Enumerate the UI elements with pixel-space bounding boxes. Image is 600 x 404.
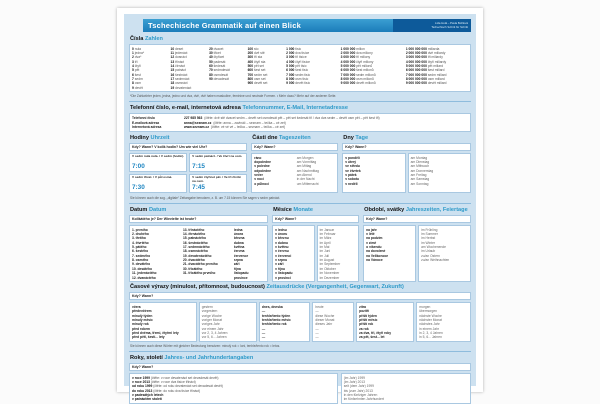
- list-item: zítra: [359, 304, 366, 309]
- list-item: zu/an Ostern: [421, 253, 440, 258]
- list-item: v poledne: [254, 164, 270, 169]
- list-item: ledna: [233, 227, 243, 232]
- list-item: července: [233, 253, 249, 258]
- list-item: 11 jedenáct: [170, 50, 188, 55]
- timeexpr-col-future-de: [416, 302, 471, 342]
- list-item: 6 000 000 šest milionů: [340, 68, 374, 73]
- list-item: im November: [319, 271, 340, 276]
- list-item: 19 devatenáct: [170, 85, 192, 90]
- page-title: Tschechische Grammatik auf einen Blick: [143, 19, 393, 32]
- list-item: v noci: [254, 177, 264, 182]
- list-item: 4. čtvrtého: [132, 240, 149, 245]
- list-item: 17. sedmnáctého: [182, 245, 210, 250]
- list-item: —: [315, 326, 319, 331]
- list-item: 31. třicátého prvního: [182, 271, 216, 276]
- list-item: im März: [319, 236, 332, 241]
- list-item: seit (dem Jahr) 1999: [343, 384, 374, 389]
- section-heading-numbers: Čísla Zahlen: [130, 36, 163, 42]
- list-item: 4 000 000 000 čtyři miliardy: [405, 59, 447, 64]
- list-item: gestern: [201, 304, 213, 309]
- list-item: 8. osmého: [132, 258, 149, 263]
- section-heading-time-expressions: Časové výrazy (minulost, přítomnost, budoucnost) Zeitausdrücke (Vergangenheit, Gegenwart, Zukunft): [130, 284, 404, 291]
- list-item: 16. šestnáctého: [182, 240, 208, 245]
- list-item: listopadu: [233, 271, 249, 276]
- list-item: předevčírem: [132, 309, 152, 314]
- hours-question-bar: Kdy? Wann? V kolik hodin? Um wie viel Uhr?: [129, 143, 247, 151]
- list-item: 9 000 000 devět milionů: [340, 81, 376, 86]
- list-item: dnes, dneska: [261, 304, 283, 309]
- list-item: 19. devatenáctého: [182, 253, 212, 258]
- timeexpr-col-past-de: [199, 302, 257, 342]
- list-item: vor 5, 6... Jahren: [201, 335, 227, 340]
- time-value: 7:30: [132, 184, 145, 192]
- list-item: am Montag: [410, 155, 428, 160]
- date-box: [129, 225, 268, 282]
- numbers-column-4: [286, 47, 338, 90]
- list-item: im Oktober: [319, 266, 336, 271]
- list-item: im Juni: [319, 249, 331, 254]
- time-value: 7:00: [132, 163, 145, 171]
- list-item: 100 sto: [247, 46, 259, 51]
- list-item: na podzim: [366, 236, 383, 241]
- timeexpr-note: Sie können auch diese Wörter mit gleicher Bedeutung benutzen: minulý rok = loni, tenhle/tento rok = letos.: [129, 343, 471, 352]
- years-box-de: [341, 373, 471, 404]
- list-item: 18. osmnáctého: [182, 249, 208, 254]
- list-item: února: [233, 232, 244, 237]
- list-item: 0 nula: [132, 46, 141, 51]
- edition-block: [393, 19, 471, 32]
- list-item: am Sonntag: [410, 181, 429, 186]
- list-item: im Frühling: [421, 227, 438, 232]
- seasons-boxes: [363, 225, 471, 282]
- list-item: v červenci: [275, 253, 292, 258]
- list-item: června: [233, 249, 245, 254]
- section-seasons: Období, svátky Jahreszeiten, Feiertage Kdy? Wann? na jaře v létě na podzim v zimě o víkendu na dovolené na Velikonoce na Vánoce im Frühling im Sommer im Herbst im Winter am Wochenende im Urlaub zu/an Ostern zu/an Weihnachten: [363, 206, 471, 282]
- list-item: tenhle/tento rok: [261, 322, 287, 327]
- list-item: heute: [315, 304, 324, 309]
- list-item: v úterý: [345, 160, 357, 165]
- list-item: —: [261, 330, 266, 335]
- months-box-de: [317, 225, 360, 282]
- list-item: 70 sedmdesát: [209, 68, 230, 73]
- list-item: 8 osm: [132, 81, 141, 86]
- list-item: 7 sedm: [132, 76, 143, 81]
- time-cell: V sedm nula nula. / V sedm (hodin). 7:00: [129, 153, 187, 172]
- edition-line: Tschechisch Schritt für Schritt: [431, 24, 468, 29]
- list-item: 3 000 000 000 tři miliardy: [405, 55, 443, 60]
- daytimes-question-bar: Kdy? Wann?: [251, 143, 338, 151]
- list-item: im Mai: [319, 245, 330, 250]
- list-item: 4 000 čtyři tisíce: [286, 59, 310, 64]
- months-box-cz: [272, 225, 315, 282]
- list-item: im September: [319, 262, 341, 267]
- list-item: 2 000 000 dva miliony: [340, 50, 373, 55]
- list-item: 13. třináctého: [182, 227, 205, 232]
- list-item: am Morgen: [296, 155, 314, 160]
- list-item: v únoru: [275, 232, 288, 237]
- list-item: am Samstag: [410, 177, 430, 182]
- list-item: 5 000 000 pět milionů: [340, 63, 373, 68]
- list-item: 200 dvě stě: [247, 50, 265, 55]
- timeexpr-box: [129, 302, 471, 342]
- list-item: odpoledne: [254, 168, 271, 173]
- list-item: 1 000 000 milion: [340, 46, 365, 51]
- list-item: na jaře: [366, 227, 377, 232]
- list-item: v květnu: [275, 245, 289, 250]
- list-item: v roce 1999 (čtěte: v roce devatenáct set devadesát devět): [132, 375, 219, 380]
- row-hours-daytimes-days: [129, 134, 471, 193]
- list-item: im Winter: [421, 240, 436, 245]
- list-item: in einem Jahr: [419, 326, 439, 331]
- section-months: Měsíce Monate Kdy? Wann? v lednu v únoru v březnu v dubnu v květnu v červnu v červenci v srpnu v září v říjnu v listopadu v prosinci im Januar im Februar im März im April im Mai im Juni im Juli im August im September im Oktober im November im Dezember: [272, 206, 359, 282]
- list-item: v prosinci: [275, 275, 291, 280]
- daytimes-box: [251, 153, 338, 193]
- list-item: am Nachmittag: [296, 168, 319, 173]
- list-item: 2 000 dva tisíce: [286, 50, 310, 55]
- list-item: 60 šedesát: [209, 63, 226, 68]
- list-item: v srpnu: [275, 258, 288, 263]
- timeexpr-question-bar: Kdy? Wann?: [129, 292, 471, 300]
- list-item: 5. pátého: [132, 245, 147, 250]
- list-item: v červnu: [275, 249, 289, 254]
- list-item: 2 000 000 000 dvě miliardy: [405, 50, 446, 55]
- list-item: před pěti, šesti... lety: [132, 335, 165, 340]
- list-item: voriges Jahr: [201, 322, 220, 327]
- hours-grid: [129, 153, 247, 193]
- list-item: na Velikonoce: [366, 253, 389, 258]
- list-item: im fünfzehnten Jahrhundert: [343, 397, 384, 402]
- numbers-column-3: [248, 47, 284, 90]
- timeexpr-col-future-cz: [356, 302, 414, 342]
- sheet-panel: [124, 14, 476, 402]
- list-item: 1 000 000 000 miliarda: [405, 46, 440, 51]
- list-item: března: [233, 236, 245, 241]
- list-item: příští měsíc: [359, 317, 378, 322]
- list-item: o víkendu: [366, 245, 382, 250]
- list-item: o půlnoci: [254, 181, 269, 186]
- list-item: 18 osmnáct: [170, 81, 188, 86]
- list-item: —: [261, 309, 266, 314]
- list-item: do roku 2013 (čtěte: do roku dva tisíce třináct): [132, 388, 201, 393]
- list-item: v létě: [366, 232, 375, 237]
- phone-box: [129, 113, 471, 132]
- list-item: voriger Monat: [201, 317, 222, 322]
- list-item: im Herbst: [421, 236, 436, 241]
- list-item: 1 000 tisíc: [286, 46, 302, 51]
- list-item: minulý měsíc: [132, 317, 153, 322]
- list-item: —: [315, 330, 319, 335]
- list-item: května: [233, 245, 245, 250]
- months-boxes: [272, 225, 359, 282]
- numbers-column-5: [341, 47, 403, 90]
- list-item: 6. šestého: [132, 249, 149, 254]
- section-daytimes: Části dne Tageszeiten Kdy? Wann? ráno dopoledne v poledne odpoledne večer v noci o půlnoci am Morgen am Vormittag am Mittag am Nachmittag am Abend in der Nacht um Mitternacht: [251, 134, 338, 193]
- time-cell: V sedm čtyřicet pět. / Ve tři čtvrtě na osm. 7:45: [189, 174, 247, 193]
- list-item: 80 osmdesát: [209, 72, 228, 77]
- list-item: 6 000 šest tisíc: [286, 68, 309, 73]
- numbers-box: [129, 44, 471, 92]
- seasons-box-de: [418, 225, 471, 282]
- list-item: 8 000 000 000 osm miliard: [405, 76, 445, 81]
- grammar-sheet: [117, 8, 483, 402]
- list-item: 30 třicet: [209, 50, 221, 55]
- list-item: dieses Jahr: [315, 322, 333, 327]
- list-item: v září: [275, 262, 284, 267]
- list-item: 300 tři sta: [247, 55, 263, 60]
- list-item: in den fünfziger Jahren: [343, 392, 378, 397]
- list-item: 9 devět: [132, 85, 143, 90]
- list-item: 6 šest: [132, 72, 141, 77]
- list-item: dieser Monat: [315, 317, 335, 322]
- list-item: pozítří: [359, 309, 370, 314]
- list-item: 1. prvního: [132, 227, 148, 232]
- list-item: 15 patnáct: [170, 68, 186, 73]
- list-item: 3 000 tři tisíce: [286, 55, 307, 60]
- time-value: 7:15: [192, 163, 205, 171]
- list-item: am Vormittag: [296, 160, 317, 165]
- list-item: 900 devět set: [247, 81, 268, 86]
- list-item: vorgestern: [201, 309, 218, 314]
- months-question-bar: Kdy? Wann?: [272, 215, 359, 223]
- list-item: ve čtvrtek: [345, 168, 361, 173]
- list-item: 500 pět set: [247, 63, 264, 68]
- list-item: 400 čtyři sta: [247, 59, 266, 64]
- section-days: Dny Tage Kdy? Wann? v pondělí v úterý ve středu ve čtvrtek v pátek v sobotu v neděli am Montag am Dienstag am Mittwoch am Donnerstag am Freitag am Samstag am Sonntag: [342, 134, 471, 193]
- list-item: 2 dva*: [132, 55, 142, 60]
- seasons-box-cz: [363, 225, 416, 282]
- list-item: ráno: [254, 155, 262, 160]
- years-boxes: [129, 373, 471, 404]
- list-item: října: [233, 266, 241, 271]
- row-date-months-seasons: [129, 206, 471, 282]
- list-item: 16 šestnáct: [170, 72, 188, 77]
- list-item: im Februar: [319, 232, 336, 237]
- numbers-column-1: [171, 47, 207, 90]
- list-item: im August: [319, 258, 335, 263]
- days-box-de: [408, 153, 471, 193]
- list-item: 3. třetího: [132, 236, 146, 241]
- list-item: 3 tři: [132, 59, 138, 64]
- list-item: v březnu: [275, 236, 289, 241]
- list-item: za rok: [359, 326, 369, 331]
- list-item: in der Nacht: [296, 177, 315, 182]
- list-item: 700 sedm set: [247, 72, 268, 77]
- title-bar: [143, 19, 471, 32]
- section-heading-years: Roky, století Jahres- und Jahrhundertangaben: [130, 355, 254, 362]
- list-item: tenhle/tento měsíc: [261, 317, 291, 322]
- time-cell: V sedm patnáct. / Ve čtvrt na osm. 7:15: [189, 153, 247, 172]
- list-item: im Juli: [319, 253, 330, 258]
- list-item: 13 třináct: [170, 59, 185, 64]
- list-item: 14 čtrnáct: [170, 63, 186, 68]
- list-item: im April: [319, 240, 331, 245]
- phone-row: E-mailová adresa anna@seznam.cz (čtěte: anna – zavináč – seznam – tečka – cé zet): [132, 120, 286, 125]
- list-item: 11. jedenáctého: [132, 271, 157, 276]
- list-item: od roku 1999 (čtěte: od roku devatenáct set devadesát devět): [132, 384, 223, 389]
- list-item: 4 čtyři: [132, 63, 141, 68]
- list-item: 7 000 sedm tisíc: [286, 72, 311, 77]
- list-item: diese Woche: [315, 313, 335, 318]
- section-date: Datum Datum Kolikátého je? Der Wievielte ist heute? 1. prvního 2. druhého 3. třetího 4. čtvrtého 5. pátého 6. šestého 7. sedmého 8. osmého 9. devátého 10. desátého 11. jedenáctého 12. dvanáctého 13. třináctého 14. čtrnáctého 15. patnáctého 16. šestnáctého 17. sedmnáctého 18. osmnáctého 19. devatenáctého 20. dvacátého 21. dvacátého prvního 30. třicátého 31. třicátého prvního ledna února března dubna května června července srpna září října listopadu prosince: [129, 206, 268, 282]
- list-item: am Freitag: [410, 173, 427, 178]
- list-item: im Sommer: [421, 232, 438, 237]
- list-item: v padesátých letech: [132, 392, 164, 397]
- list-item: 30. třicátého: [182, 266, 203, 271]
- section-heading-phone: Telefonní číslo, e-mail, internetová adresa Telefonnummer, E-Mail, Internetadresse: [130, 105, 349, 112]
- list-item: im Januar: [319, 227, 335, 232]
- list-item: 7 000 000 000 sedm miliard: [405, 72, 447, 77]
- date-question-bar: Kolikátého je? Der Wievielte ist heute?: [129, 215, 268, 223]
- years-box-cz: [129, 373, 338, 404]
- list-item: před rokem: [132, 326, 150, 331]
- list-item: 6 000 000 000 šest miliard: [405, 68, 445, 73]
- list-item: im Dezember: [319, 275, 340, 280]
- list-item: v lednu: [275, 227, 287, 232]
- list-item: v dubnu: [275, 240, 288, 245]
- list-item: 15. patnáctého: [182, 236, 207, 241]
- list-item: am Wochenende: [421, 245, 446, 250]
- list-item: v zimě: [366, 240, 377, 245]
- list-item: v sobotu: [345, 177, 360, 182]
- list-item: am Mittwoch: [410, 164, 430, 169]
- phone-row: Internetová adresa www.seznam.cz (čtěte: vé vé vé – tečka – seznam – tečka – cé zet): [132, 125, 286, 130]
- list-item: za dva, tři, čtyři roky: [359, 330, 392, 335]
- list-item: před dvěma, třemi, čtyřmi lety: [132, 330, 179, 335]
- list-item: v listopadu: [275, 271, 293, 276]
- list-item: 20. dvacátého: [182, 258, 205, 263]
- list-item: 7. sedmého: [132, 253, 151, 258]
- timeexpr-col-present-cz: [259, 302, 311, 342]
- list-item: nächstes Jahr: [419, 322, 440, 327]
- hours-note: Sie können auch die sog. „digitale“ Zeitangabe benutzen, z. B. um 7.15 können Sie sagen v sedm patnáct.: [129, 195, 471, 204]
- list-item: prosince: [233, 275, 248, 280]
- list-item: 10. desátého: [132, 266, 152, 271]
- list-item: v pondělí: [345, 155, 360, 160]
- list-item: srpna: [233, 258, 243, 263]
- list-item: übermorgen: [419, 309, 437, 314]
- authors-line: Lída Holá – Pavla Bořilová: [435, 21, 468, 26]
- time-cell: V sedm třicet. / V půl osmé. 7:30: [129, 174, 187, 193]
- days-question-bar: Kdy? Wann?: [342, 143, 471, 151]
- list-item: ve středu: [345, 164, 360, 169]
- list-item: 3 000 000 tři miliony: [340, 55, 371, 60]
- list-item: 7 000 000 sedm milionů: [340, 72, 376, 77]
- list-item: 2. druhého: [132, 232, 149, 237]
- days-box-cz: [342, 153, 405, 193]
- list-item: za pět, šest... let: [359, 335, 385, 340]
- list-item: 12. dvanáctého: [132, 275, 156, 280]
- list-item: in 2, 3, 4 Jahren: [419, 330, 443, 335]
- list-item: bis (zum Jahr) 2013: [343, 388, 373, 393]
- list-item: tenhle/tento týden: [261, 313, 291, 318]
- list-item: vor 2, 3, 4 Jahren: [201, 330, 228, 335]
- list-item: 5 000 000 000 pět miliard: [405, 63, 444, 68]
- time-value: 7:45: [192, 184, 205, 192]
- list-item: (im Jahr) 2013: [343, 379, 365, 384]
- list-item: nächste Woche: [419, 313, 442, 318]
- numbers-column-0: [132, 47, 168, 90]
- numbers-note: *Die Zahlwörter jeden, jedna, jedno und dva, dvě, dvě haben maskuline, feminine und neutrale Formen. • Mehr dazu? Mehr auf der anderen Seite.: [129, 93, 471, 102]
- list-item: 17 sedmnáct: [170, 76, 190, 81]
- list-item: 90 devadesát: [209, 76, 229, 81]
- list-item: vorige Woche: [201, 313, 222, 318]
- list-item: am Dienstag: [410, 160, 430, 165]
- list-item: 40 čtyřicet: [209, 55, 225, 60]
- list-item: —: [261, 326, 266, 331]
- list-item: 800 osm set: [247, 76, 266, 81]
- list-item: 50 padesát: [209, 59, 226, 64]
- list-item: 600 šest set: [247, 68, 266, 73]
- list-item: v roce 2013 (čtěte: v roce dva tisíce třináct): [132, 379, 196, 384]
- list-item: in 5, 6... Jahren: [419, 335, 442, 340]
- list-item: příští rok: [359, 322, 374, 327]
- list-item: včera: [132, 304, 141, 309]
- list-item: 12 dvanáct: [170, 55, 187, 60]
- list-item: 9 000 000 000 devět miliard: [405, 81, 447, 86]
- years-question-bar: Kdy? Wann?: [129, 363, 471, 371]
- list-item: minulý týden: [132, 313, 153, 318]
- list-item: zu/an Weihnachten: [421, 258, 450, 263]
- list-item: um Mitternacht: [296, 181, 319, 186]
- list-item: am Mittag: [296, 164, 312, 169]
- list-item: v pátek: [345, 173, 357, 178]
- list-item: 5 000 pět tisíc: [286, 63, 307, 68]
- list-item: září: [233, 262, 240, 267]
- list-item: —: [315, 309, 319, 314]
- list-item: am Abend: [296, 173, 312, 178]
- list-item: 9 000 devět tisíc: [286, 81, 311, 86]
- list-item: 14. čtrnáctého: [182, 232, 206, 237]
- phone-row: Telefonní číslo 227 985 563 (čtěte: dvě stě dvacet sedm – devět set osmdesát pět – pět set šedesát tři / dva dva sedm – devět osm pět – pět šest tři): [132, 115, 380, 120]
- list-item: 8 000 000 osm milionů: [340, 76, 374, 81]
- list-item: na Vánoce: [366, 258, 383, 263]
- list-item: —: [315, 335, 319, 340]
- list-item: v říjnu: [275, 266, 286, 271]
- list-item: 10 deset: [170, 46, 184, 51]
- list-item: 20 dvacet: [209, 46, 224, 51]
- list-item: 5 pět: [132, 68, 140, 73]
- list-item: (im Jahr) 1999: [343, 375, 365, 380]
- numbers-column-6: [406, 47, 468, 90]
- numbers-column-2: [209, 47, 245, 90]
- list-item: 4 000 000 čtyři miliony: [340, 59, 374, 64]
- seasons-question-bar: Kdy? Wann?: [363, 215, 471, 223]
- section-hours: Hodiny Uhrzeit Kdy? Wann? V kolik hodin? Um wie viel Uhr? V sedm nula nula. / V sedm (hodin). 7:00 V sedm patnáct. / Ve čtvrt na osm. 7:15 V sedm třicet. / V půl osmé. 7:30 V sedm čtyřicet pět. / Ve tři čtvrtě na osm. 7:45: [129, 134, 247, 193]
- days-boxes: [342, 153, 471, 193]
- list-item: am Donnerstag: [410, 168, 434, 173]
- list-item: v neděli: [345, 181, 358, 186]
- list-item: im Urlaub: [421, 249, 436, 254]
- list-item: příští týden: [359, 313, 377, 318]
- timeexpr-col-present-de: [312, 302, 354, 342]
- list-item: morgen: [419, 304, 431, 309]
- list-item: na dovolené: [366, 249, 386, 254]
- list-item: —: [261, 335, 266, 340]
- list-item: minulý rok: [132, 322, 149, 327]
- list-item: 21. dvacátého prvního: [182, 262, 218, 267]
- list-item: vor einem Jahr: [201, 326, 224, 331]
- list-item: dubna: [233, 240, 244, 245]
- list-item: 1 jedna*: [132, 50, 145, 55]
- list-item: večer: [254, 173, 263, 178]
- list-item: v patnáctém století: [132, 397, 162, 402]
- timeexpr-col-past-cz: [129, 302, 197, 342]
- list-item: nächster Monat: [419, 317, 442, 322]
- list-item: 9. devátého: [132, 262, 151, 267]
- list-item: 8 000 osm tisíc: [286, 76, 309, 81]
- list-item: dopoledne: [254, 160, 271, 165]
